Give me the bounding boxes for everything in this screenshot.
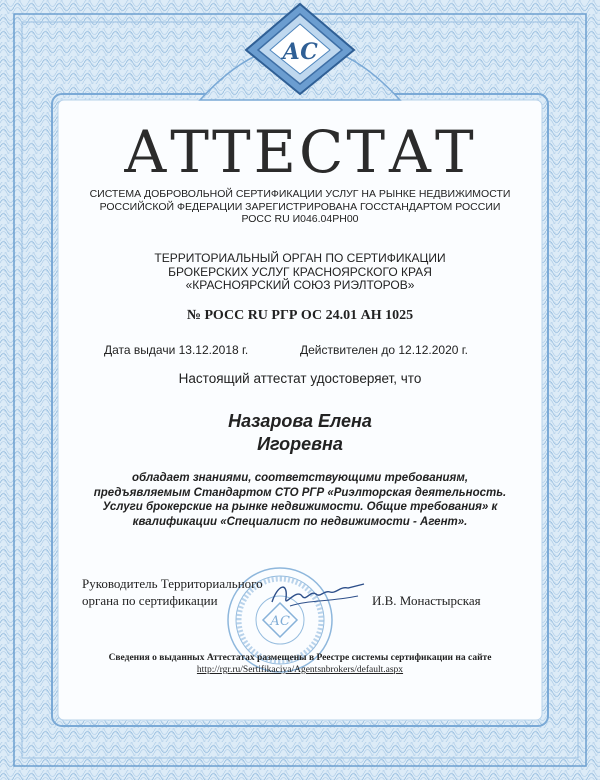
description-line: предъявляемым Стандартом СТО РГР «Риэлторская деятельность.	[93, 486, 507, 499]
system-line: РОСС RU И046.04РН00	[241, 213, 359, 225]
description-line: обладает знаниями, соответствующими требованиям,	[131, 472, 469, 484]
signatory-title-line: Руководитель Территориального	[82, 576, 263, 591]
certificate-title: АТТЕСТАТ	[123, 118, 477, 186]
territorial-line: «КРАСНОЯРСКИЙ СОЮЗ РИЭЛТОРОВ»	[185, 278, 415, 292]
system-line: РОССИЙСКОЙ ФЕДЕРАЦИИ ЗАРЕГИСТРИРОВАНА ГОССТАНДАРТОМ РОССИИ	[99, 200, 501, 213]
territorial-line: ТЕРРИТОРИАЛЬНЫЙ ОРГАН ПО СЕРТИФИКАЦИИ	[154, 251, 446, 265]
signatory-title-line: органа по сертификации	[82, 593, 218, 608]
svg-text:АС: АС	[270, 614, 290, 629]
handwritten-signature	[268, 576, 368, 616]
signatory-title	[82, 575, 263, 609]
territorial-body-block	[60, 252, 540, 293]
signature-icon	[268, 576, 368, 616]
registry-link[interactable]: http://rgr.ru/Sertifikaciya/Agentsnbrokers/default.aspx	[196, 665, 404, 675]
signatory-name: И.В. Монастырская	[372, 593, 481, 608]
association-emblem	[240, 0, 360, 96]
holder-name-line: Игоревна	[257, 434, 343, 454]
territorial-line: БРОКЕРСКИХ УСЛУГ КРАСНОЯРСКОГО КРАЯ	[168, 264, 432, 279]
certificate-number: № РОСС RU РГР ОС 24.01 АН 1025	[186, 308, 414, 323]
system-line: СИСТЕМА ДОБРОВОЛЬНОЙ СЕРТИФИКАЦИИ УСЛУГ НА РЫНКЕ НЕДВИЖИМОСТИ	[89, 188, 511, 200]
registry-note	[40, 652, 560, 676]
qualification-description	[40, 471, 560, 529]
issue-date: Дата выдачи 13.12.2018 г.	[104, 343, 249, 357]
certification-system-block	[60, 188, 540, 226]
association-emblem-icon	[240, 0, 360, 96]
valid-until-date: Действителен до 12.12.2020 г.	[300, 343, 468, 357]
holder-name-line: Назарова Елена	[228, 411, 372, 431]
description-line: Услуги брокерские на рынке недвижимости. Общие требования» к	[102, 501, 498, 513]
holder-name	[0, 410, 600, 456]
description-line: квалификации «Специалист по недвижимости - Агент».	[132, 515, 468, 528]
emblem-letters: АС	[282, 39, 318, 65]
certifies-statement: Настоящий аттестат удостоверяет, что	[178, 371, 422, 386]
registry-text: Сведения о выданных Аттестатах размещены в Реестре системы сертификации на сайте	[108, 653, 492, 663]
